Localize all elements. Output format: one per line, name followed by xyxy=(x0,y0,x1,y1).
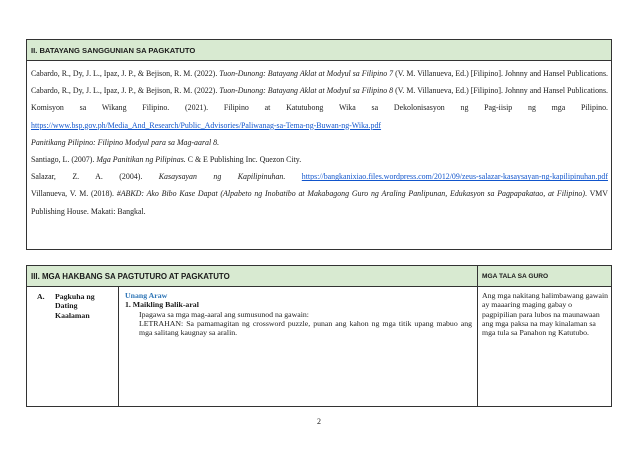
step-label: Pagkuha ng Dating Kaalaman xyxy=(55,292,95,320)
reference-item: Salazar, Z. A. (2004). Kasaysayan ng Kapilipinuhan. https://bangkanixiao.files.wordpress.com/2012/09/zeus-salazar-kasaysayan-ng-kapilipinuhan.pdf xyxy=(31,172,608,182)
activity-task: LETRAHAN: Sa pamamagitan ng crossword puzzle, punan ang kahon ng mga titik upang mabuo ang mga salitang kaugnay sa aralin. xyxy=(139,318,472,338)
activity-title: 1. Maikling Balik-aral xyxy=(125,300,199,310)
teacher-notes-heading: MGA TALA SA GURO xyxy=(482,272,549,280)
procedures-header-row xyxy=(27,266,611,287)
references-list xyxy=(27,61,611,220)
page-number: 2 xyxy=(317,417,321,426)
step-label-cell xyxy=(27,287,119,406)
procedures-section xyxy=(26,265,612,407)
procedures-row xyxy=(27,287,611,406)
references-section xyxy=(26,39,612,250)
step-letter: A. xyxy=(37,292,45,301)
teacher-note-cell: Ang mga nakitang halimbawang gawain ay maaaring maging gabay o pagpipilian para lubos na maunawaan ang mga paksa na may kinalaman sa mga tula sa Panahon ng Katutubo. xyxy=(482,291,609,338)
reference-item: Villanueva, V. M. (2018). #ABKD: Ako Bibo Kase Dapat (Alpabeto ng Inobatibo at Makabagong Guro ng Araling Panlipunan, Edukasyon sa Pagpapakatao, at Filipino). VMV Publishing House. Makati: Bangkal. xyxy=(31,189,608,216)
reference-item: Cabardo, R., Dy, J. L., Ipaz, J. P., & Bejison, R. M. (2022). Tuon-Dunong: Batayang Aklat at Modyul sa Filipino 8 (V. M. Villanueva, Ed.) [Filipino]. Johnny and Hansel Publications. xyxy=(31,86,609,96)
day-label: Unang Araw xyxy=(125,291,168,300)
reference-link[interactable]: https://www.bsp.gov.ph/Media_And_Research/Public_Advisories/Paliwanag-sa-Tema-ng-Buwan-ng-Wika.pdf xyxy=(31,120,382,130)
references-heading: II. BATAYANG SANGGUNIAN SA PAGKATUTO xyxy=(27,40,611,61)
reference-item: Komisyon sa Wikang Filipino. (2021). Filipino at Katutubong Wika sa Dekolonisasyon ng Pag-iisip ng mga Pilipino. https://www.bsp.gov.ph/Media_And_Research/Public_Advisories/Paliwanag-sa-Tema-ng-Buwan-ng-Wika.pdf xyxy=(31,103,608,130)
step-content-cell xyxy=(119,287,478,406)
reference-item: Panitikang Pilipino: Filipino Modyul para sa Mag-aaral 8. xyxy=(31,137,220,147)
reference-item: Santiago, L. (2007). Mga Panitikan ng Pilipinas. C & E Publishing Inc. Quezon City. xyxy=(31,155,302,165)
procedures-heading: III. MGA HAKBANG SA PAGTUTURO AT PAGKATUTO xyxy=(27,266,478,286)
reference-link[interactable]: https://bangkanixiao.files.wordpress.com/2012/09/zeus-salazar-kasaysayan-ng-kapilipinuhan.pdf xyxy=(301,172,608,182)
reference-item: Cabardo, R., Dy, J. L., Ipaz, J. P., & Bejison, R. M. (2022). Tuon-Dunong: Batayang Aklat at Modyul sa Filipino 7 (V. M. Villanueva, Ed.) [Filipino]. Johnny and Hansel Publications. xyxy=(31,69,609,78)
activity-instruction: Ipagawa sa mga mag-aaral ang sumusunod na gawain: xyxy=(139,309,309,319)
